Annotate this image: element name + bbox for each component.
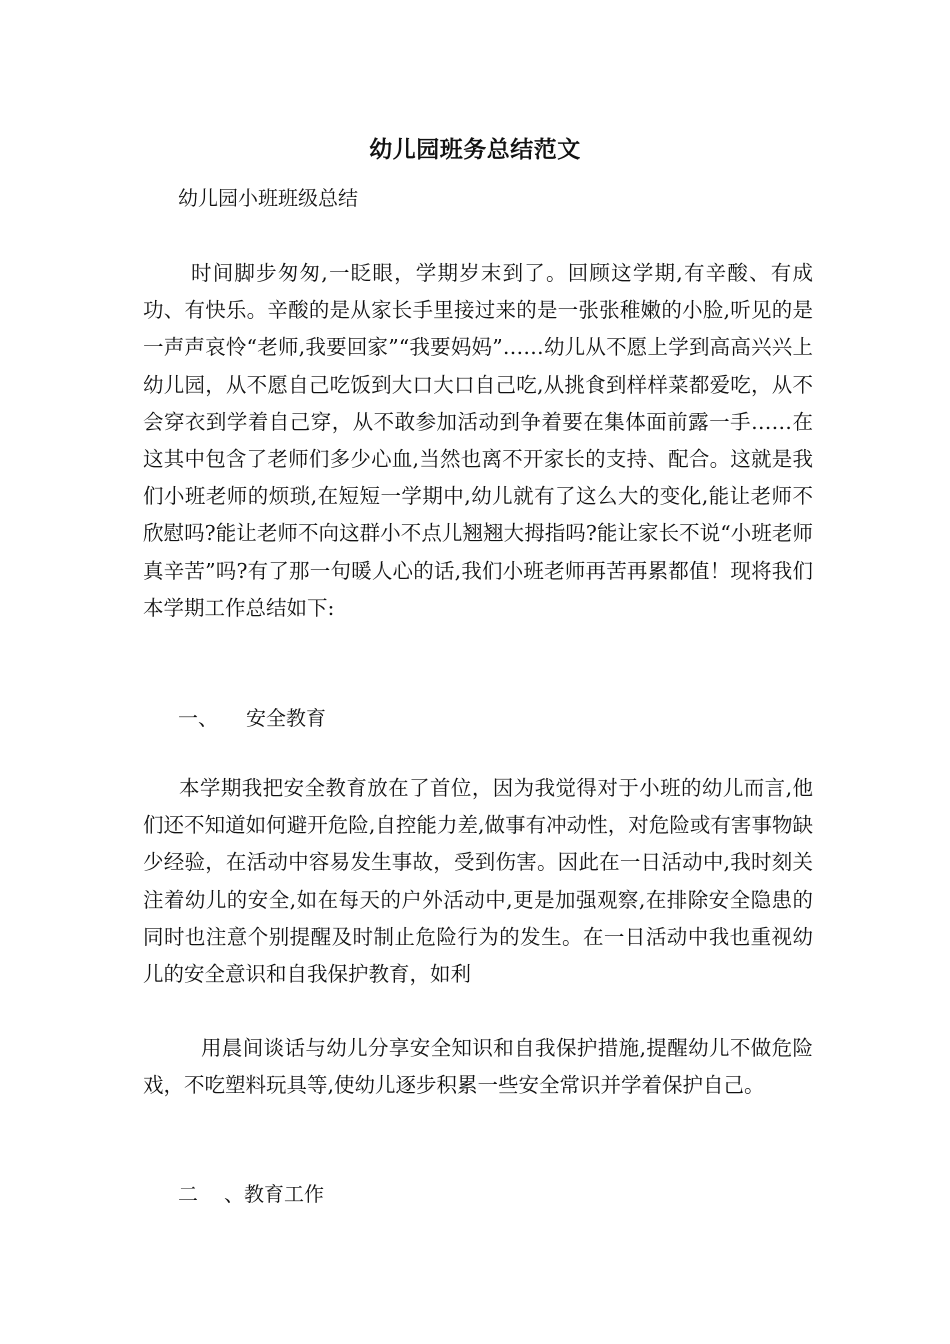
safety-paragraph-continued: 用晨间谈话与幼儿分享安全知识和自我保护措施,提醒幼儿不做危险戏，不吃塑料玩具等,使幼儿逐步积累一些安全常识并学着保护自己。 (143, 1036, 813, 1098)
document-subtitle: 幼儿园小班班级总结 (178, 186, 358, 210)
section-title: 安全教育 (246, 706, 326, 730)
section-heading-education (178, 1179, 324, 1209)
intro-paragraph: 时间脚步匆匆,一眨眼，学期岁末到了。回顾这学期,有辛酸、有成功、有快乐。辛酸的是从家长手里接过来的是一张张稚嫩的小脸,听见的是一声声哀怜“老师,我要回家”“我要妈妈”……幼儿从不愿上学到高高兴兴上幼儿园，从不愿自己吃饭到大口大口自己吃,从挑食到样样菜都爱吃，从不会穿衣到学着自己穿，从不敢参加活动到争着要在集体面前露一手……在这其中包含了老师们多少心血,当然也离不开家长的支持、配合。这就是我们小班老师的烦琐,在短短一学期中,幼儿就有了这么大的变化,能让老师不欣慰吗?能让老师不向这群小不点儿翘翘大拇指吗?能让家长不说“小班老师真辛苦”吗?有了那一句暖人心的话,我们小班老师再苦再累都值！现将我们本学期工作总结如下: (143, 261, 813, 620)
section-heading-safety (178, 703, 326, 733)
safety-paragraph: 本学期我把安全教育放在了首位，因为我觉得对于小班的幼儿而言,他们还不知道如何避开危险,自控能力差,做事有冲动性，对危险或有害事物缺少经验，在活动中容易发生事故，受到伤害。因此在一日活动中,我时刻关注着幼儿的安全,如在每天的户外活动中,更是加强观察,在排除安全隐患的同时也注意个别提醒及时制止危险行为的发生。在一日活动中我也重视幼儿的安全意识和自我保护教育，如利 (143, 776, 813, 987)
document-title: 幼儿园班务总结范文 (369, 136, 581, 163)
section-number: 一、 (178, 706, 218, 730)
section-title: 、教育工作 (224, 1182, 324, 1206)
section-number: 二 (178, 1182, 198, 1206)
